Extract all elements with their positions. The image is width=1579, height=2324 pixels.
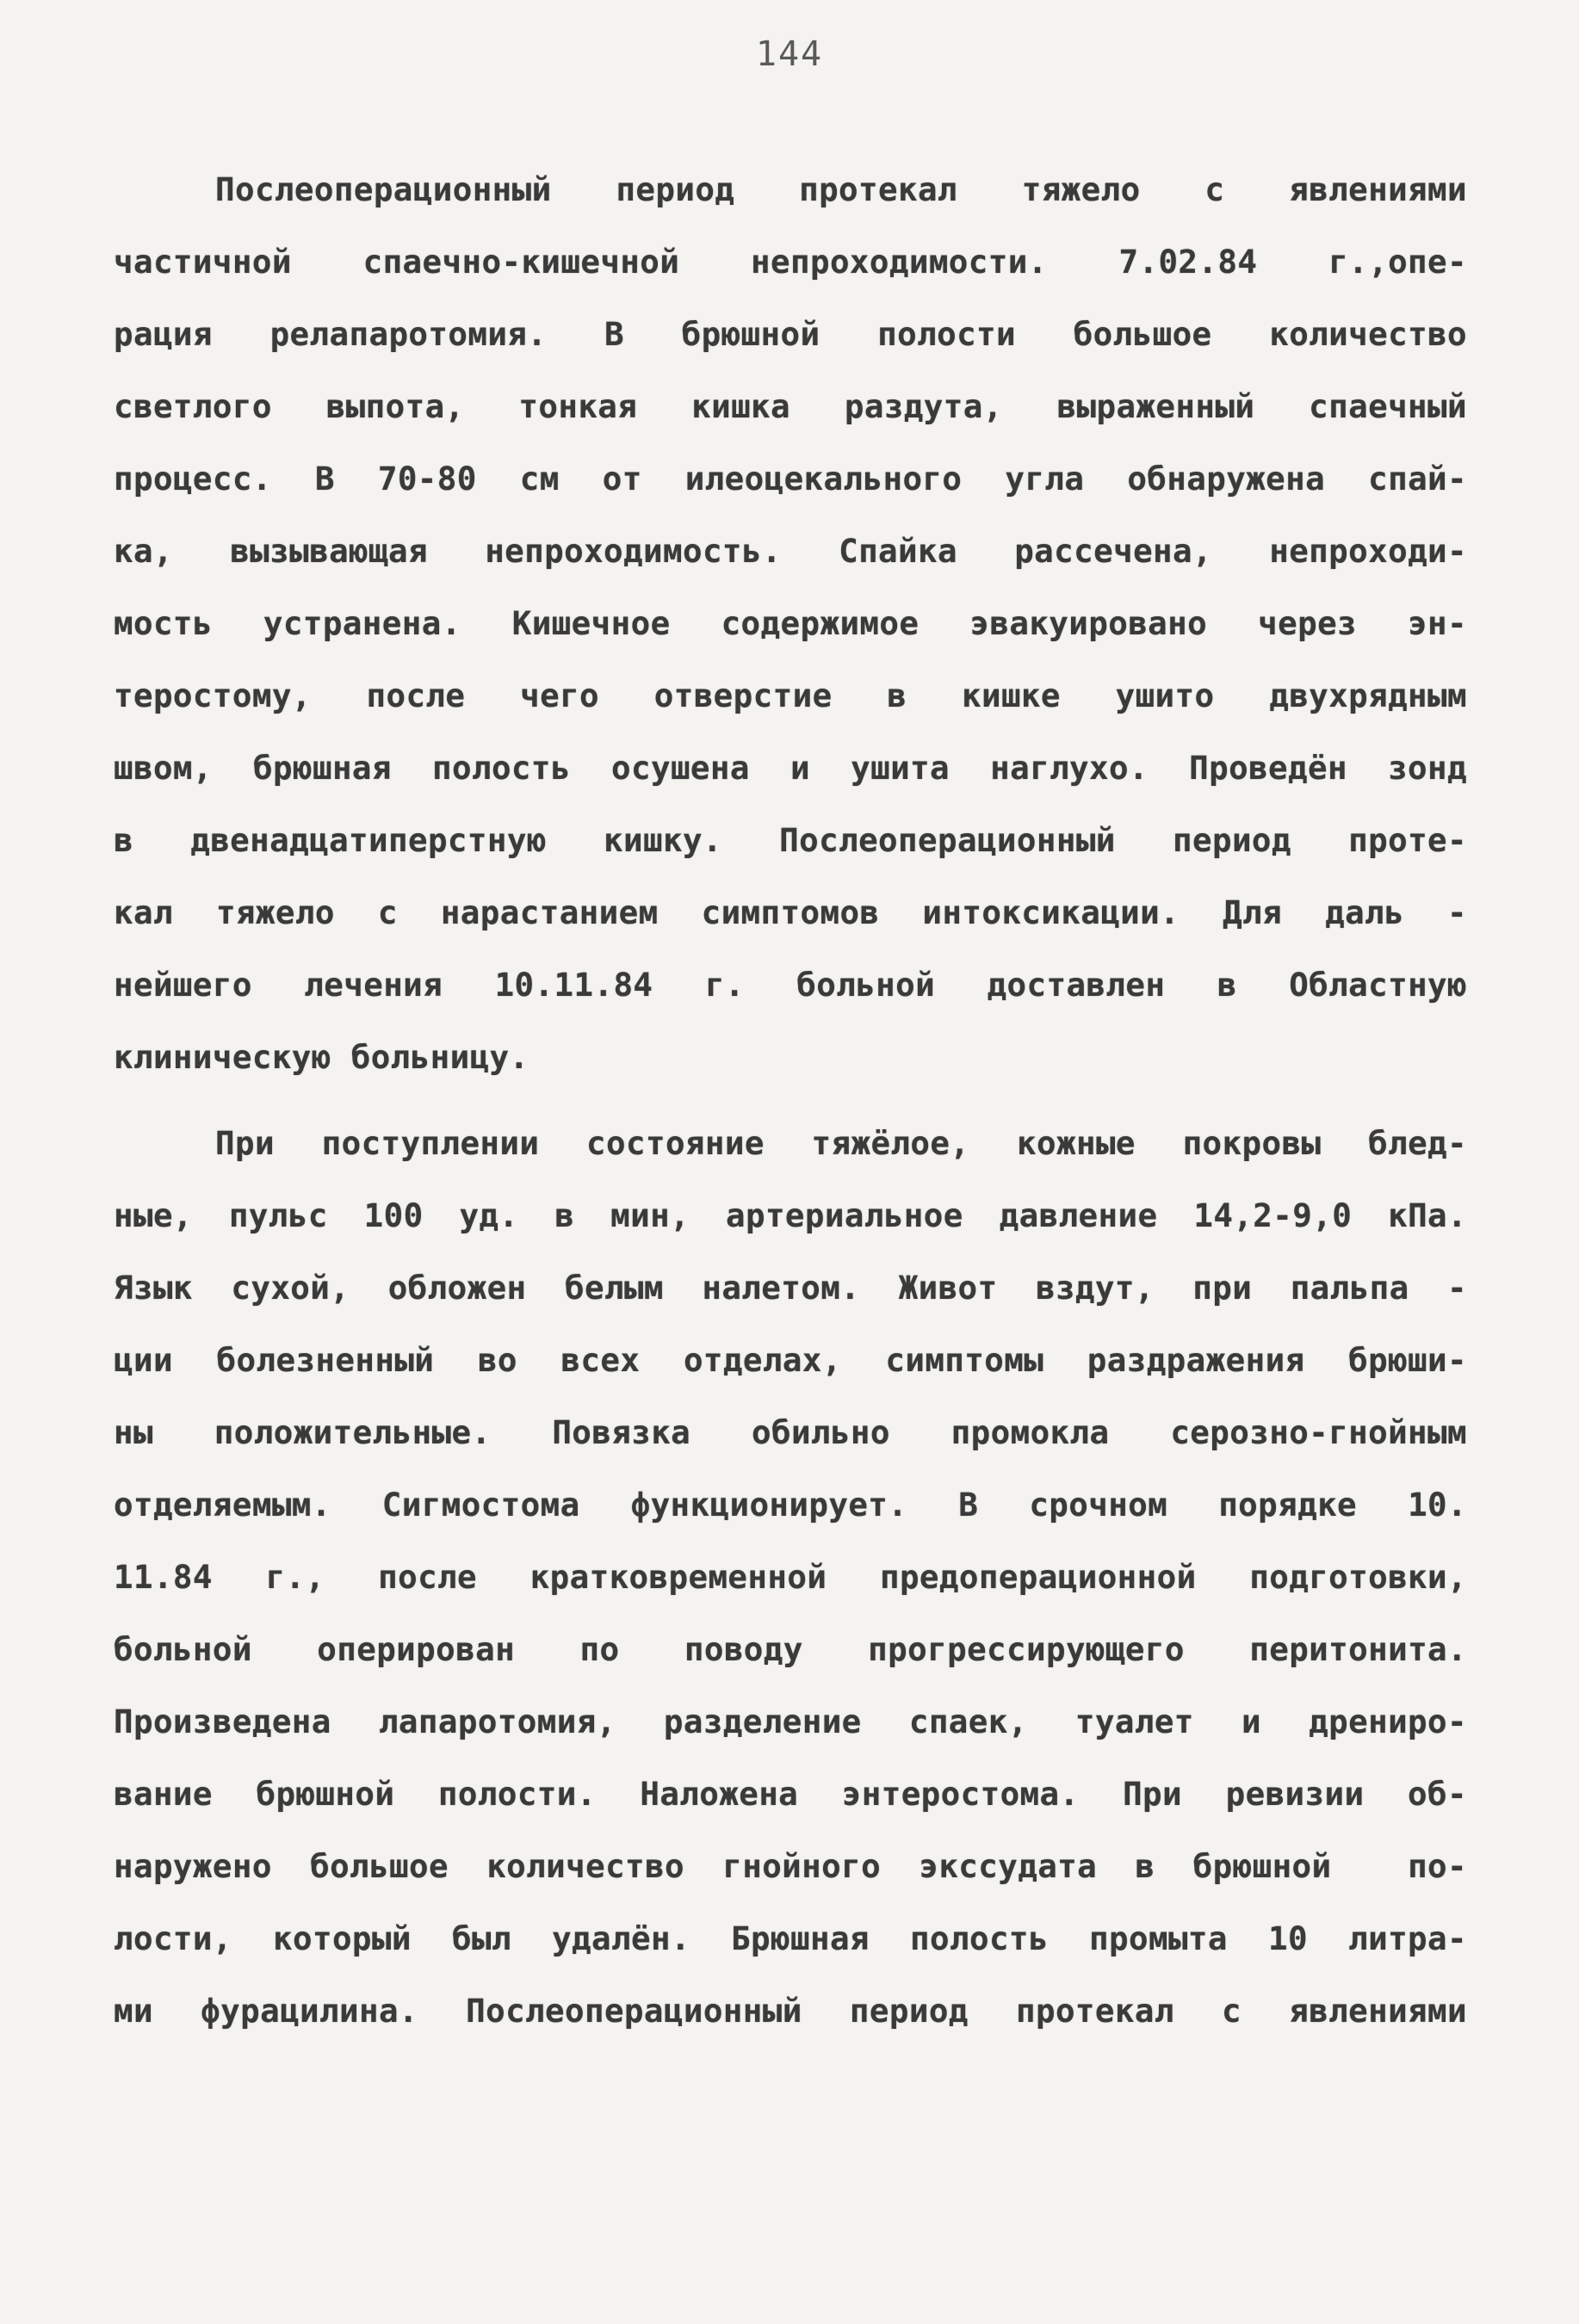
text-line: лости, который был удалён. Брюшная полость промыта 10 литра- bbox=[114, 1919, 1467, 1957]
paragraph-gap bbox=[114, 1093, 1467, 1107]
text-line: вание брюшной полости. Наложена энтеростома. При ревизии об- bbox=[114, 1775, 1467, 1813]
text-line: светлого выпота, тонкая кишка раздута, выраженный спаечный bbox=[114, 387, 1467, 425]
text-line: в двенадцатиперстную кишку. Послеоперационный период проте- bbox=[114, 821, 1467, 859]
body-text bbox=[114, 153, 1467, 2047]
text-line: процесс. В 70-80 см от илеоцекального угла обнаружена спай- bbox=[114, 460, 1467, 498]
text-line: При поступлении состояние тяжёлое, кожные покровы блед- bbox=[215, 1124, 1467, 1162]
text-line: мость устранена. Кишечное содержимое эвакуировано через эн- bbox=[114, 604, 1467, 642]
text-line: больной оперирован по поводу прогрессирующего перитонита. bbox=[114, 1630, 1467, 1668]
text-line: Послеоперационный период протекал тяжело с явлениями bbox=[215, 170, 1467, 208]
paragraph-2 bbox=[114, 1107, 1467, 2047]
text-line: Произведена лапаротомия, разделение спаек, туалет и дрениро- bbox=[114, 1703, 1467, 1740]
text-line: наружено большое количество гнойного экссудата в брюшной по- bbox=[114, 1847, 1467, 1885]
text-line: ные, пульс 100 уд. в мин, артериальное давление 14,2-9,0 кПа. bbox=[114, 1196, 1467, 1234]
text-line: частичной спаечно-кишечной непроходимости. 7.02.84 г.,опе- bbox=[114, 243, 1467, 281]
page-number: 144 bbox=[755, 34, 824, 74]
text-line: 11.84 г., после кратковременной предоперационной подготовки, bbox=[114, 1558, 1467, 1596]
text-line: отделяемым. Сигмостома функционирует. В срочном порядке 10. bbox=[114, 1486, 1467, 1524]
text-line: клиническую больницу. bbox=[114, 1038, 529, 1076]
text-line: ка, вызывающая непроходимость. Спайка рассечена, непроходи- bbox=[114, 532, 1467, 570]
text-line: ны положительные. Повязка обильно промокла серозно-гнойным bbox=[114, 1413, 1467, 1451]
text-line: теростому, после чего отверстие в кишке ушито двухрядным bbox=[114, 677, 1467, 714]
text-line: Язык сухой, обложен белым налетом. Живот вздут, при пальпа - bbox=[114, 1269, 1467, 1307]
text-line: нейшего лечения 10.11.84 г. больной доставлен в Областную bbox=[114, 966, 1467, 1004]
text-line: кал тяжело с нарастанием симптомов интоксикации. Для даль - bbox=[114, 893, 1467, 931]
text-line: ми фурацилина. Послеоперационный период протекал с явлениями bbox=[114, 1992, 1467, 2030]
text-line: ции болезненный во всех отделах, симптомы раздражения брюши- bbox=[114, 1341, 1467, 1379]
text-line: швом, брюшная полость осушена и ушита наглухо. Проведён зонд bbox=[114, 749, 1467, 787]
paragraph-1 bbox=[114, 153, 1467, 1093]
text-line: рация релапаротомия. В брюшной полости большое количество bbox=[114, 315, 1467, 353]
